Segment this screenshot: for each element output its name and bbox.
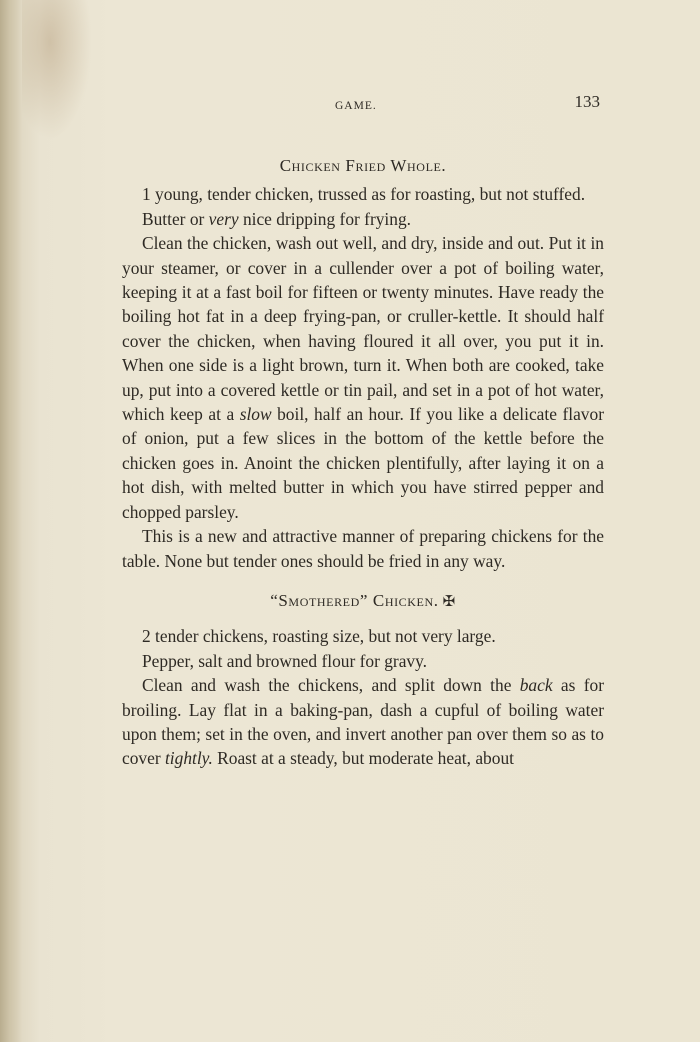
method-paragraph	[122, 231, 604, 524]
ingredient-line-2: Pepper, salt and browned flour for gravy.	[142, 650, 428, 671]
recipe-title-chicken-fried-whole: Chicken Fried Whole.	[279, 156, 447, 175]
page-number: 133	[574, 92, 600, 111]
maltese-cross-icon: ✠	[442, 593, 456, 610]
emphasis-text: slow	[239, 404, 272, 425]
paper-stain	[22, 0, 92, 140]
page-body	[122, 154, 604, 771]
text-run: as for broiling. Lay flat in a baking-pan, dash a cupful of boiling water upon them; set in the oven, and invert another pan over them so as to cover	[122, 675, 604, 769]
ingredient-line-1: 1 young, tender chicken, trussed as for roasting, but not stuffed.	[142, 184, 586, 205]
ingredient-line-1: 2 tender chickens, roasting size, but not very large.	[142, 626, 496, 647]
method-paragraph	[122, 673, 604, 771]
text-run: nice dripping for frying.	[238, 208, 412, 229]
recipe-title-smothered-chicken	[122, 589, 604, 614]
running-header	[120, 92, 600, 116]
text-run: Clean and wash the chickens, and split down the	[142, 675, 520, 696]
recipe-title-text: “Smothered” Chicken.	[270, 590, 439, 610]
emphasis-text: back	[519, 675, 553, 696]
note-paragraph: This is a new and attractive manner of preparing chickens for the table. None but tender ones should be fried in any way.	[122, 526, 604, 571]
running-title: GAME.	[335, 100, 377, 112]
emphasis-text: tightly.	[164, 748, 213, 769]
text-run: Clean the chicken, wash out well, and dry, inside and out. Put it in your steamer, or cover in a cullender over a pot of boiling water, keeping it at a fast boil for fifteen or twenty minutes. Have ready the boiling hot fat in a deep frying-pan, or cruller-kettle. It should half cover the chicken, when having floured it all over, you put it in. When one side is a light brown, turn it. When both are cooked, take up, put into a covered kettle or tin pail, and set in a pot of hot water, which keep at a	[122, 233, 604, 425]
text-run: boil, half an hour. If you like a delicate flavor of onion, put a few slices in the bottom of the kettle before the chicken goes in. Anoint the chicken plentifully, after laying it on a hot dish, with melted butter in which you have stirred pepper and chopped parsley.	[122, 404, 604, 522]
emphasis-text: very	[208, 208, 239, 229]
ingredient-line-2	[122, 207, 604, 231]
text-run: Butter or	[142, 208, 209, 229]
book-spine	[0, 0, 22, 1042]
text-run: Roast at a steady, but moderate heat, about	[212, 748, 514, 769]
